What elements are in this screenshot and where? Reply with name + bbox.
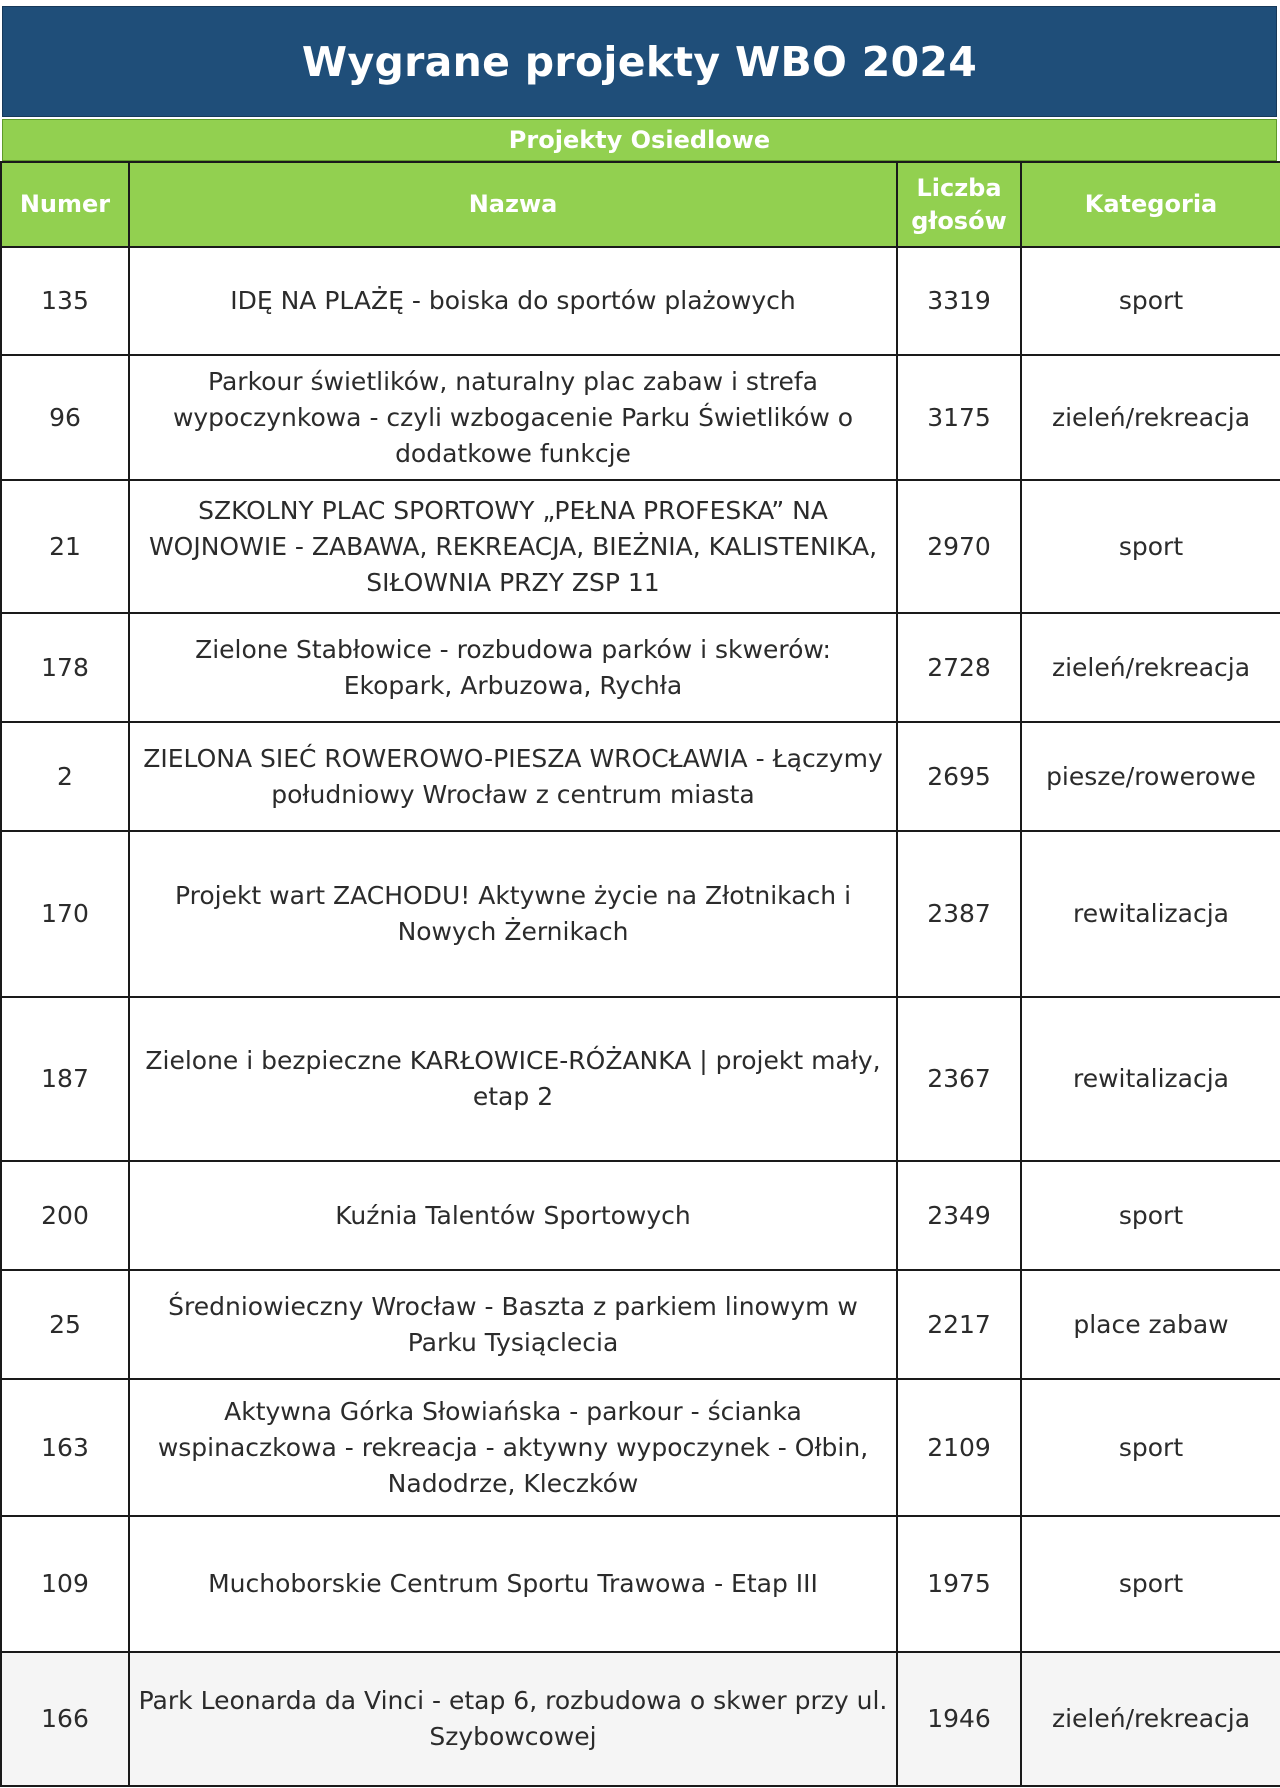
cell-numer: 166 [1, 1652, 129, 1786]
table-row [1, 1516, 1280, 1652]
cell-numer: 25 [1, 1270, 129, 1379]
cell-kategoria: rewitalizacja [1021, 831, 1280, 997]
cell-kategoria: zieleń/rekreacja [1021, 355, 1280, 480]
cell-kategoria: sport [1021, 1379, 1280, 1516]
cell-kategoria: sport [1021, 1161, 1280, 1270]
cell-numer: 170 [1, 831, 129, 997]
cell-numer: 200 [1, 1161, 129, 1270]
cell-numer: 135 [1, 247, 129, 355]
cell-nazwa: Zielone Stabłowice - rozbudowa parków i skwerów: Ekopark, Arbuzowa, Rychła [129, 613, 897, 722]
table-row [1, 997, 1280, 1161]
cell-nazwa: Zielone i bezpieczne KARŁOWICE-RÓŻANKA | projekt mały, etap 2 [129, 997, 897, 1161]
cell-nazwa: Kuźnia Talentów Sportowych [129, 1161, 897, 1270]
column-header-liczba-glosow: Liczba głosów [897, 162, 1021, 247]
table-row [1, 1270, 1280, 1379]
cell-glosy: 1946 [897, 1652, 1021, 1786]
table-row [1, 722, 1280, 831]
cell-nazwa: Średniowieczny Wrocław - Baszta z parkiem linowym w Parku Tysiąclecia [129, 1270, 897, 1379]
table-row [1, 1161, 1280, 1270]
cell-nazwa: Park Leonarda da Vinci - etap 6, rozbudowa o skwer przy ul. Szybowcowej [129, 1652, 897, 1786]
table-row [1, 247, 1280, 355]
cell-numer: 109 [1, 1516, 129, 1652]
cell-kategoria: sport [1021, 247, 1280, 355]
table-row [1, 1652, 1280, 1786]
section-subtitle: Projekty Osiedlowe [508, 126, 771, 154]
cell-glosy: 1975 [897, 1516, 1021, 1652]
table-header-row [1, 162, 1280, 247]
cell-nazwa: Aktywna Górka Słowiańska - parkour - ścianka wspinaczkowa - rekreacja - aktywny wypoczynek - Ołbin, Nadodrze, Kleczków [129, 1379, 897, 1516]
column-header-numer: Numer [1, 162, 129, 247]
cell-glosy: 2217 [897, 1270, 1021, 1379]
projects-table [0, 161, 1280, 1787]
subtitle-bar [2, 119, 1277, 161]
table-row [1, 355, 1280, 480]
cell-numer: 96 [1, 355, 129, 480]
cell-glosy: 2695 [897, 722, 1021, 831]
cell-kategoria: zieleń/rekreacja [1021, 613, 1280, 722]
cell-nazwa: SZKOLNY PLAC SPORTOWY „PEŁNA PROFESKA” NA WOJNOWIE - ZABAWA, REKREACJA, BIEŻNIA, KALISTENIKA, SIŁOWNIA PRZY ZSP 11 [129, 480, 897, 613]
cell-nazwa: IDĘ NA PLAŻĘ - boiska do sportów plażowych [129, 247, 897, 355]
table-row [1, 1379, 1280, 1516]
cell-kategoria: sport [1021, 480, 1280, 613]
cell-numer: 187 [1, 997, 129, 1161]
cell-glosy: 2387 [897, 831, 1021, 997]
column-header-nazwa: Nazwa [129, 162, 897, 247]
cell-glosy: 2109 [897, 1379, 1021, 1516]
cell-kategoria: rewitalizacja [1021, 997, 1280, 1161]
cell-nazwa: Parkour świetlików, naturalny plac zabaw i strefa wypoczynkowa - czyli wzbogacenie Parku Świetlików o dodatkowe funkcje [129, 355, 897, 480]
cell-nazwa: Muchoborskie Centrum Sportu Trawowa - Etap III [129, 1516, 897, 1652]
cell-numer: 178 [1, 613, 129, 722]
cell-glosy: 2367 [897, 997, 1021, 1161]
cell-glosy: 3175 [897, 355, 1021, 480]
cell-glosy: 3319 [897, 247, 1021, 355]
cell-glosy: 2728 [897, 613, 1021, 722]
column-header-kategoria: Kategoria [1021, 162, 1280, 247]
cell-numer: 2 [1, 722, 129, 831]
title-bar [2, 6, 1277, 117]
cell-glosy: 2970 [897, 480, 1021, 613]
cell-numer: 21 [1, 480, 129, 613]
cell-kategoria: place zabaw [1021, 1270, 1280, 1379]
cell-kategoria: sport [1021, 1516, 1280, 1652]
cell-kategoria: zieleń/rekreacja [1021, 1652, 1280, 1786]
page-title: Wygrane projekty WBO 2024 [301, 37, 978, 86]
table-row [1, 613, 1280, 722]
cell-nazwa: Projekt wart ZACHODU! Aktywne życie na Złotnikach i Nowych Żernikach [129, 831, 897, 997]
cell-numer: 163 [1, 1379, 129, 1516]
cell-kategoria: piesze/rowerowe [1021, 722, 1280, 831]
table-row [1, 831, 1280, 997]
cell-nazwa: ZIELONA SIEĆ ROWEROWO-PIESZA WROCŁAWIA - Łączymy południowy Wrocław z centrum miasta [129, 722, 897, 831]
table-row [1, 480, 1280, 613]
cell-glosy: 2349 [897, 1161, 1021, 1270]
